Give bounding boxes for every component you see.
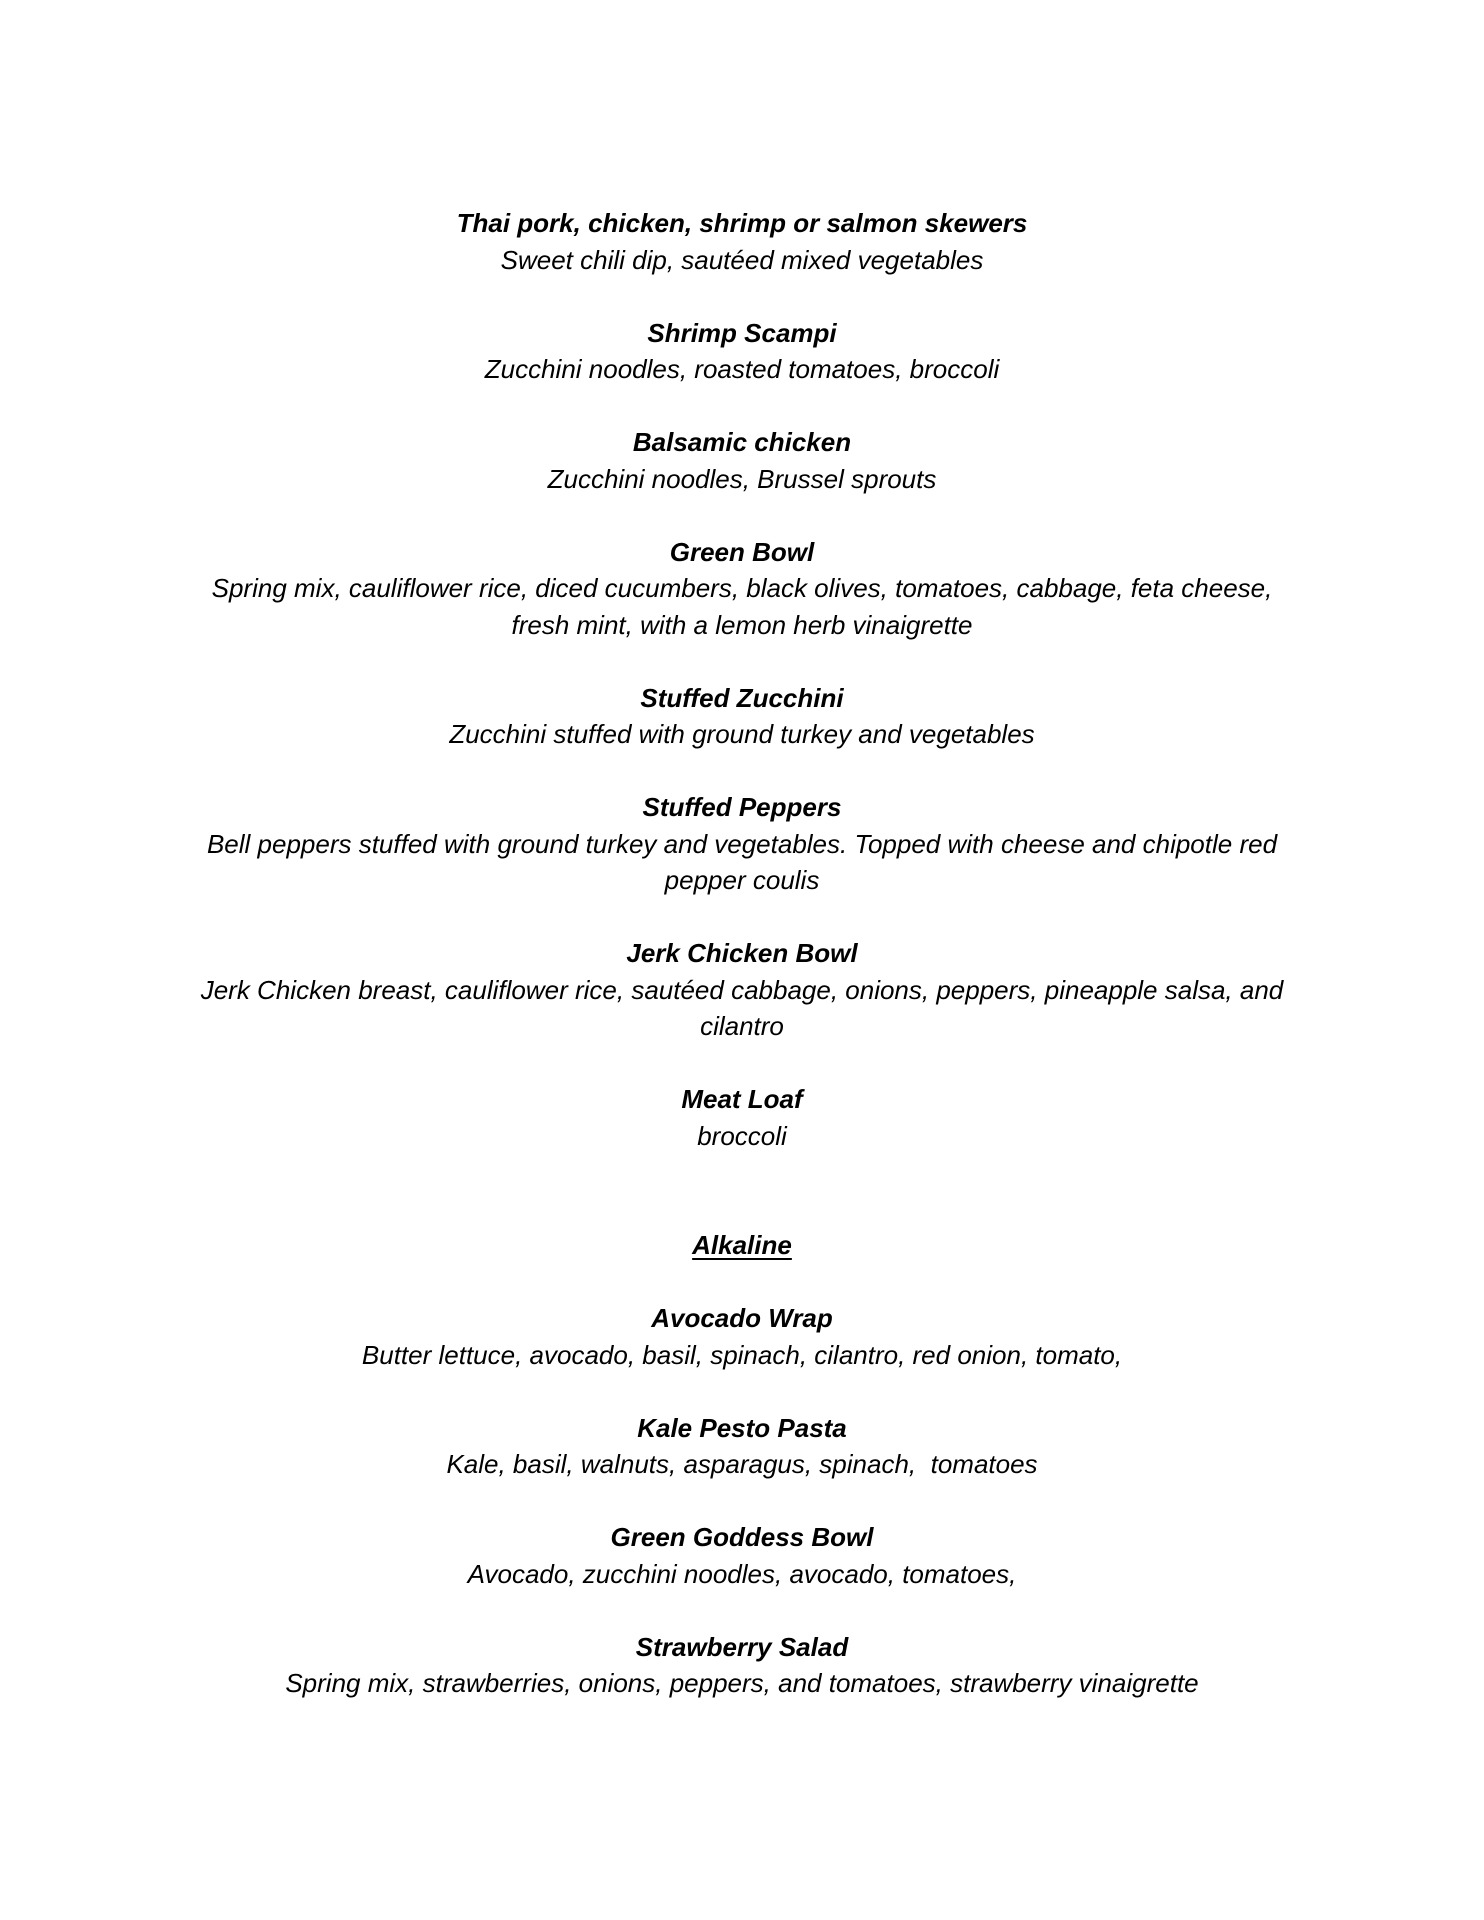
item-name: Meat Loaf — [681, 1084, 803, 1114]
menu-item — [150, 1081, 1334, 1154]
item-name: Balsamic chicken — [632, 427, 852, 457]
item-name: Kale Pesto Pasta — [637, 1412, 847, 1443]
menu-item — [150, 935, 1334, 1045]
item-name: Green Bowl — [669, 536, 815, 567]
item-description: Zucchini noodles, roasted tomatoes, broccoli — [484, 354, 1000, 384]
item-description: Butter lettuce, avocado, basil, spinach, cilantro, red onion, tomato, — [361, 1339, 1123, 1370]
menu-item — [150, 680, 1334, 753]
item-description: Zucchini stuffed with ground turkey and vegetables — [449, 719, 1035, 749]
item-name: Stuffed Zucchini — [640, 682, 844, 713]
item-name: Thai pork, chicken, shrimp or salmon skewers — [456, 208, 1028, 238]
menu-item — [150, 1300, 1334, 1373]
menu-item — [150, 1629, 1334, 1702]
menu-item — [150, 1519, 1334, 1592]
menu-item — [150, 534, 1334, 644]
item-description: Spring mix, cauliflower rice, diced cucumbers, black olives, tomatoes, cabbage, feta cheese, fresh mint, with a lemon herb vinaigrette — [211, 573, 1273, 640]
item-description: Jerk Chicken breast, cauliflower rice, sautéed cabbage, onions, peppers, pineapple salsa, and cilantro — [200, 974, 1284, 1041]
item-description: Sweet chili dip, sautéed mixed vegetables — [500, 244, 984, 275]
item-name: Jerk Chicken Bowl — [626, 938, 858, 968]
item-description: Bell peppers stuffed with ground turkey and vegetables. Topped with cheese and chipotle red pepper coulis — [206, 828, 1278, 895]
item-description: broccoli — [697, 1120, 787, 1151]
item-name: Strawberry Salad — [635, 1631, 849, 1662]
section-heading-alkaline: Alkaline — [692, 1230, 792, 1260]
menu-item — [150, 424, 1334, 497]
menu-item — [150, 205, 1334, 278]
menu-item — [150, 315, 1334, 388]
menu-item — [150, 789, 1334, 899]
item-description: Zucchini noodles, Brussel sprouts — [547, 463, 937, 494]
item-name: Shrimp Scampi — [647, 317, 837, 348]
item-description: Kale, basil, walnuts, asparagus, spinach, tomatoes — [446, 1449, 1038, 1479]
item-name: Stuffed Peppers — [642, 792, 842, 822]
item-name: Avocado Wrap — [651, 1303, 833, 1333]
item-name: Green Goddess Bowl — [610, 1522, 874, 1552]
menu-item — [150, 1410, 1334, 1483]
item-description: Spring mix, strawberries, onions, peppers, and tomatoes, strawberry vinaigrette — [285, 1668, 1199, 1698]
menu-list — [150, 205, 1334, 1738]
item-description: Avocado, zucchini noodles, avocado, tomatoes, — [467, 1558, 1017, 1589]
